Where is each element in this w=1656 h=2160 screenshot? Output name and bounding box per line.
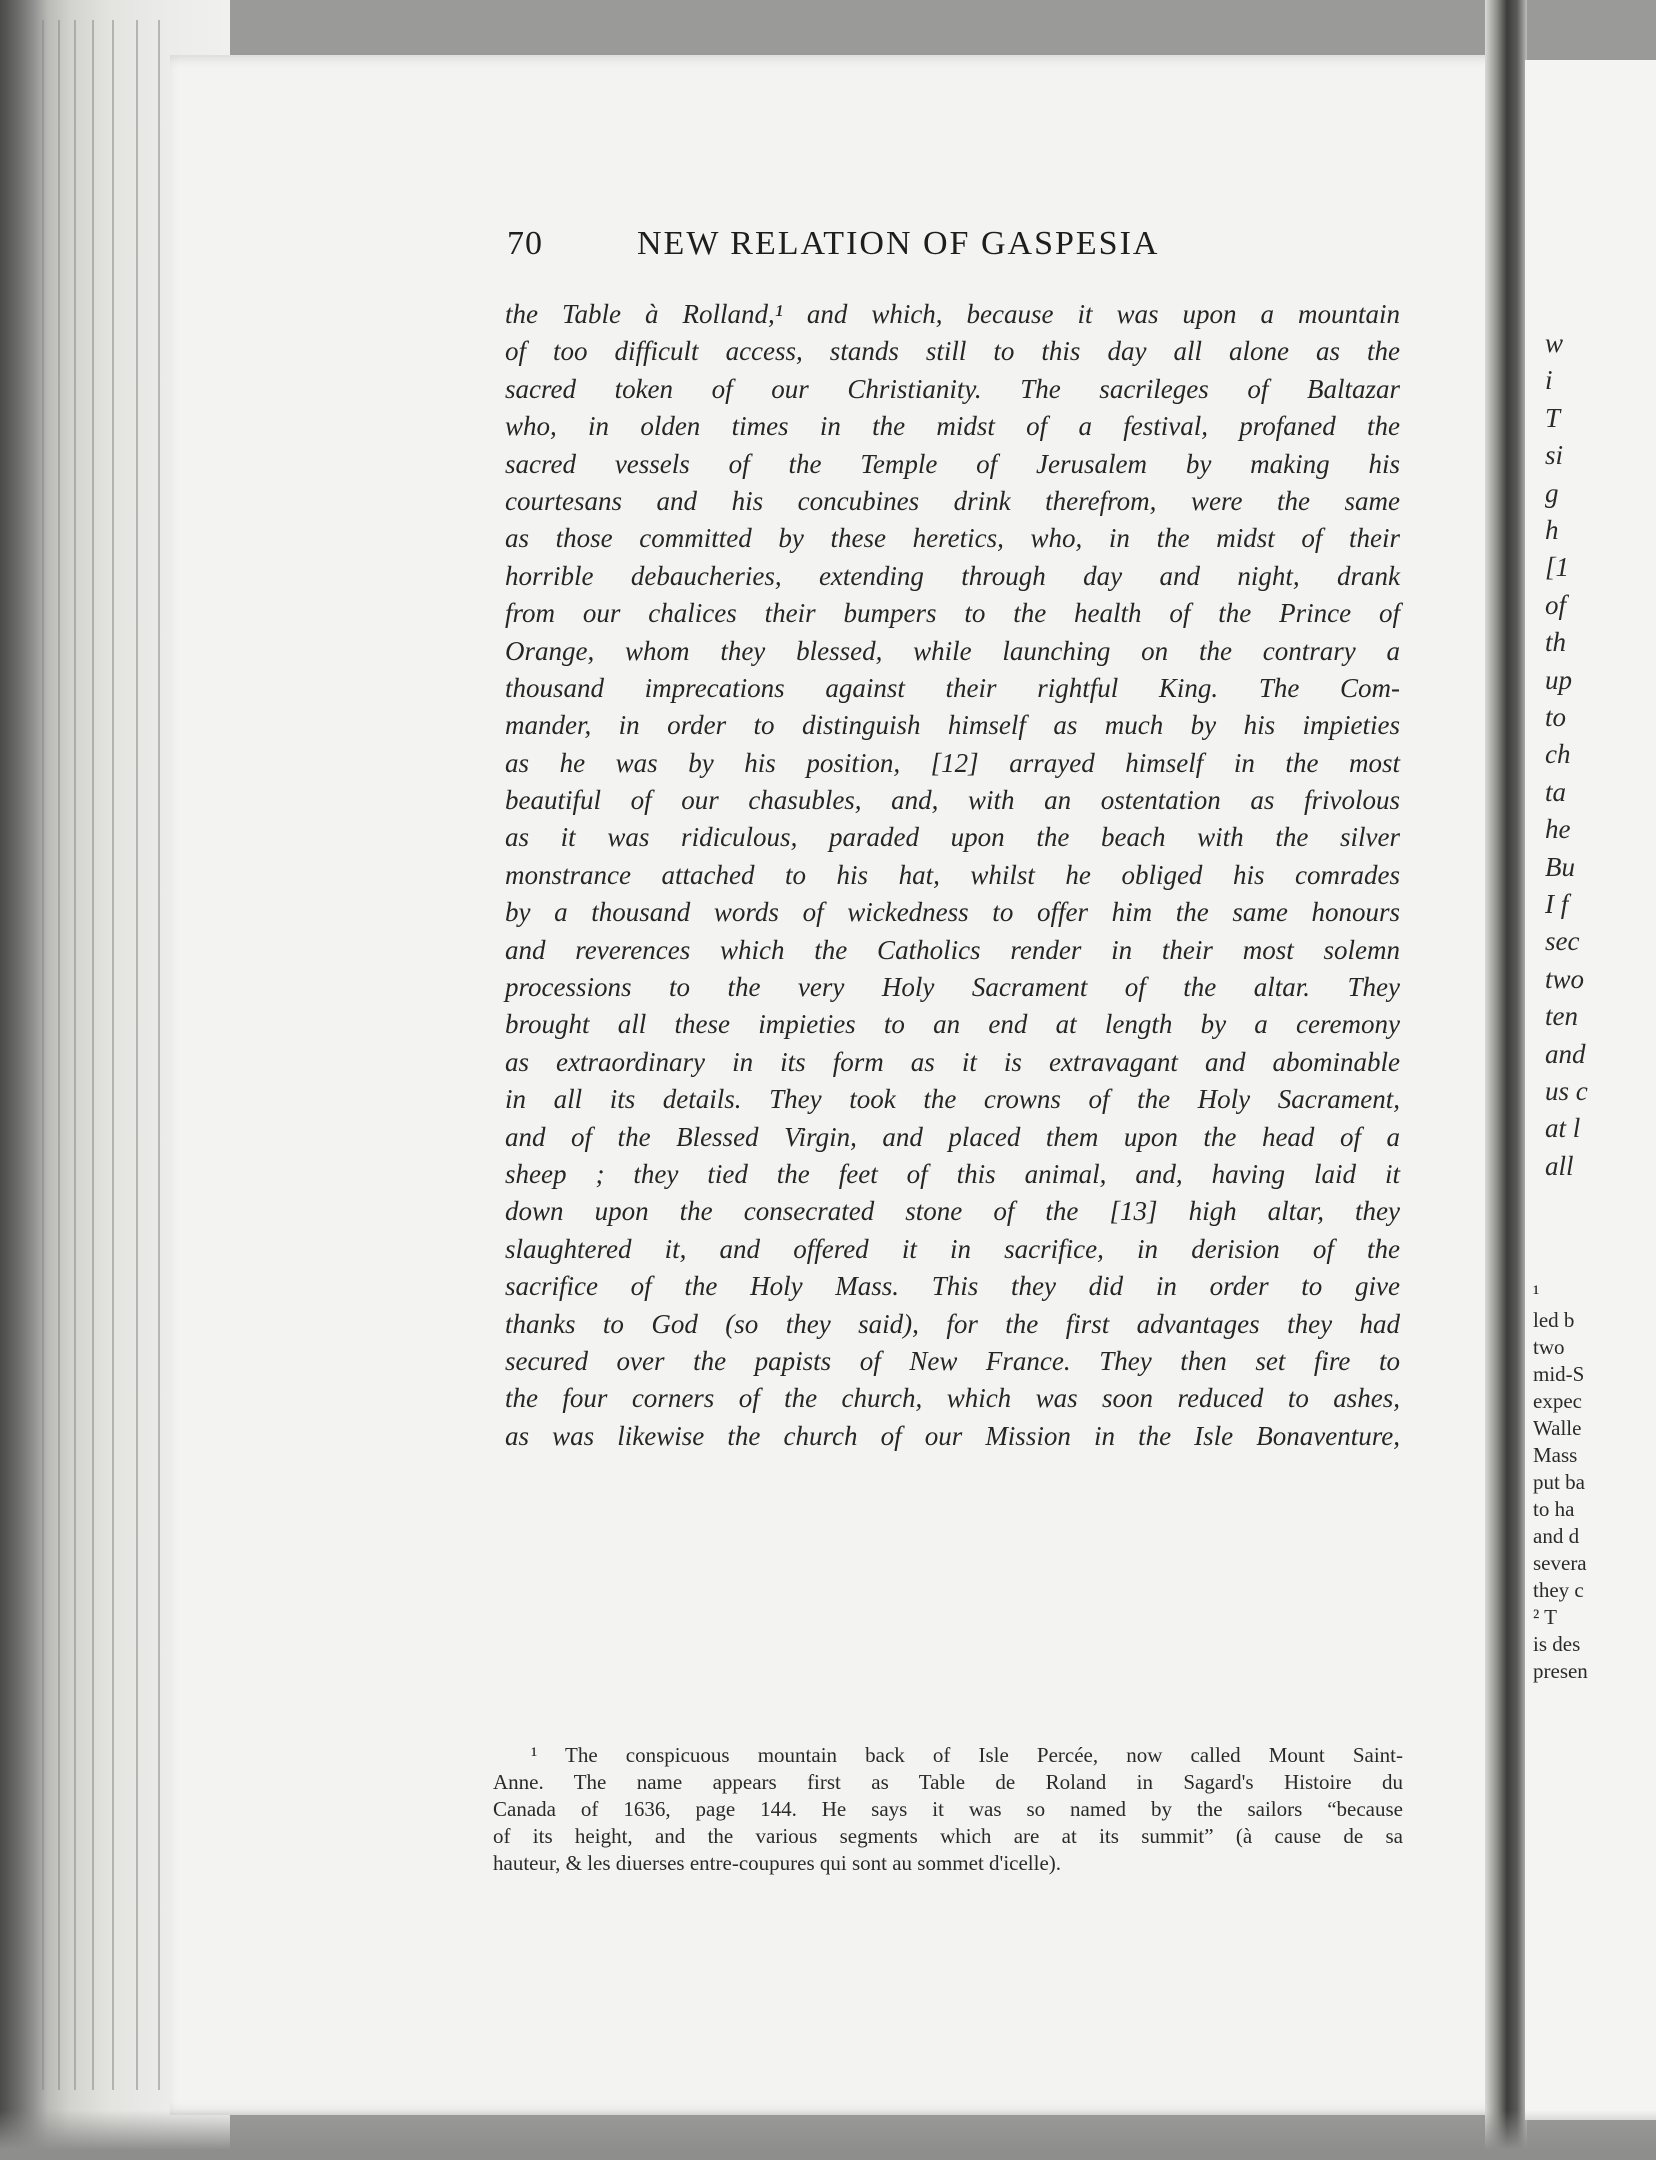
book-gutter	[1485, 0, 1527, 2160]
right-page	[1525, 60, 1656, 2120]
footnote-line: of its height, and the various segments which are at its summit” (à cause de sa	[493, 1824, 1403, 1848]
body-line: down upon the consecrated stone of the [13] high altar, they	[505, 1196, 1400, 1227]
right-page-line: sec	[1545, 926, 1580, 957]
footnote	[493, 1742, 1403, 1877]
body-line: who, in olden times in the midst of a festival, profaned the	[505, 411, 1400, 442]
body-line: secured over the papists of New France. They then set fire to	[505, 1345, 1400, 1376]
body-line: courtesans and his concubines drink therefrom, were the same	[505, 485, 1400, 516]
right-page-line: w	[1545, 328, 1564, 358]
right-page-line: and	[1545, 1038, 1586, 1069]
right-page-footnote-line: severa	[1533, 1551, 1587, 1575]
right-page-line: h	[1545, 515, 1559, 545]
right-page-line: [1	[1545, 552, 1570, 583]
body-line: as those committed by these heretics, who, in the midst of their	[505, 523, 1400, 554]
right-page-footnote-line: mid-S	[1533, 1362, 1585, 1386]
body-line: and of the Blessed Virgin, and placed them upon the head of a	[505, 1121, 1400, 1152]
right-page-footnote-line: led b	[1533, 1308, 1575, 1332]
page-edge-line	[158, 20, 160, 2090]
page-edge-line	[42, 20, 44, 2090]
right-page-line: i	[1545, 365, 1553, 396]
body-line: as was likewise the church of our Mission in the Isle Bonaventure,	[505, 1420, 1400, 1451]
page-edge-line	[136, 20, 138, 2090]
body-line: as he was by his position, [12] arrayed himself in the most	[505, 747, 1400, 778]
body-line: as it was ridiculous, paraded upon the beach with the silver	[505, 822, 1400, 853]
running-head	[507, 225, 1407, 275]
footnote-line: hauteur, & les diuerses entre-coupures qui sont au sommet d'icelle).	[493, 1851, 1062, 1875]
body-line: of too difficult access, stands still to this day all alone as the	[505, 336, 1400, 367]
right-page-line: ch	[1545, 739, 1571, 770]
right-page-line: us c	[1545, 1076, 1588, 1106]
bottom-shadow	[0, 2110, 1656, 2160]
right-page-line: si	[1545, 440, 1564, 471]
right-page-footnote-line: ² T	[1533, 1605, 1557, 1629]
right-page-line: of	[1545, 589, 1567, 620]
right-page-line: at l	[1545, 1113, 1581, 1144]
right-page-footnote-line: and d	[1533, 1524, 1580, 1548]
right-page-footnote-line: is des	[1533, 1632, 1581, 1656]
body-line: beautiful of our chasubles, and, with an ostentation as frivolous	[505, 785, 1400, 816]
body-line: as extraordinary in its form as it is extravagant and abominable	[505, 1046, 1400, 1077]
body-line: brought all these impieties to an end at length by a ceremony	[505, 1009, 1400, 1040]
right-page-footnote-line: they c	[1533, 1578, 1584, 1602]
body-line: sheep ; they tied the feet of this animal, and, having laid it	[505, 1158, 1400, 1189]
body-line: in all its details. They took the crowns of the Holy Sacrament,	[505, 1084, 1400, 1115]
right-page-line: all	[1545, 1150, 1574, 1181]
right-page-line: T	[1545, 402, 1561, 433]
body-line: processions to the very Holy Sacrament of the altar. They	[505, 972, 1400, 1003]
body-line: mander, in order to distinguish himself as much by his impieties	[505, 710, 1400, 741]
body-line: and reverences which the Catholics render in their most solemn	[505, 934, 1400, 965]
right-page-footnote-line: presen	[1533, 1659, 1588, 1683]
page-edge-line	[74, 20, 76, 2090]
body-line: slaughtered it, and offered it in sacrifice, in derision of the	[505, 1233, 1400, 1264]
right-page-line: th	[1545, 627, 1567, 658]
page-edge-line	[112, 20, 114, 2090]
body-text	[505, 296, 1400, 1455]
page-edge-line	[58, 20, 60, 2090]
right-page-footnote-line: expec	[1533, 1389, 1582, 1413]
right-page-line: Bu	[1545, 851, 1575, 882]
right-page-line: g	[1545, 477, 1559, 508]
body-line: by a thousand words of wickedness to offer him the same honours	[505, 897, 1400, 928]
body-line: sacrifice of the Holy Mass. This they did in order to give	[505, 1271, 1400, 1302]
body-line: monstrance attached to his hat, whilst he obliged his comrades	[505, 859, 1400, 890]
right-page-footnote-line: to ha	[1533, 1497, 1575, 1521]
body-line: sacred token of our Christianity. The sacrileges of Baltazar	[505, 373, 1400, 404]
right-page-line: he	[1545, 814, 1571, 845]
body-line: thanks to God (so they said), for the first advantages they had	[505, 1308, 1400, 1339]
right-page-footnote-line: two	[1533, 1335, 1565, 1359]
body-line: thousand imprecations against their rightful King. The Com-	[505, 672, 1400, 703]
footnote-line: Anne. The name appears first as Table de Roland in Sagard's Histoire du	[493, 1770, 1403, 1794]
right-page-footnote-line: Walle	[1533, 1416, 1582, 1440]
right-page-line: ta	[1545, 776, 1567, 807]
right-page-line: to	[1545, 702, 1567, 732]
footnote-line: ¹ The conspicuous mountain back of Isle Percée, now called Mount Saint-	[531, 1743, 1403, 1767]
right-page-line: I f	[1545, 889, 1569, 919]
body-line: sacred vessels of the Temple of Jerusalem by making his	[505, 448, 1400, 479]
body-line: Orange, whom they blessed, while launching on the contrary a	[505, 635, 1400, 666]
body-line: the Table à Rolland,¹ and which, because it was upon a mountain	[505, 299, 1400, 329]
body-line: the four corners of the church, which was soon reduced to ashes,	[505, 1383, 1400, 1414]
right-page-line: two	[1545, 963, 1585, 994]
body-line: horrible debaucheries, extending through day and night, drank	[505, 560, 1400, 591]
right-page-footnote-line: put ba	[1533, 1470, 1585, 1494]
right-page-footnote-line: Mass	[1533, 1443, 1578, 1467]
right-page-line: up	[1545, 664, 1572, 695]
running-title: NEW RELATION OF GASPESIA	[637, 225, 1160, 262]
right-page-line: ten	[1545, 1001, 1578, 1032]
right-page-footnote-line: ¹	[1533, 1281, 1540, 1305]
footnote-line: Canada of 1636, page 144. He says it was so named by the sailors “because	[493, 1797, 1403, 1821]
body-line: from our chalices their bumpers to the health of the Prince of	[505, 598, 1400, 629]
page-edge-line	[92, 20, 94, 2090]
page-number: 70	[507, 225, 543, 262]
